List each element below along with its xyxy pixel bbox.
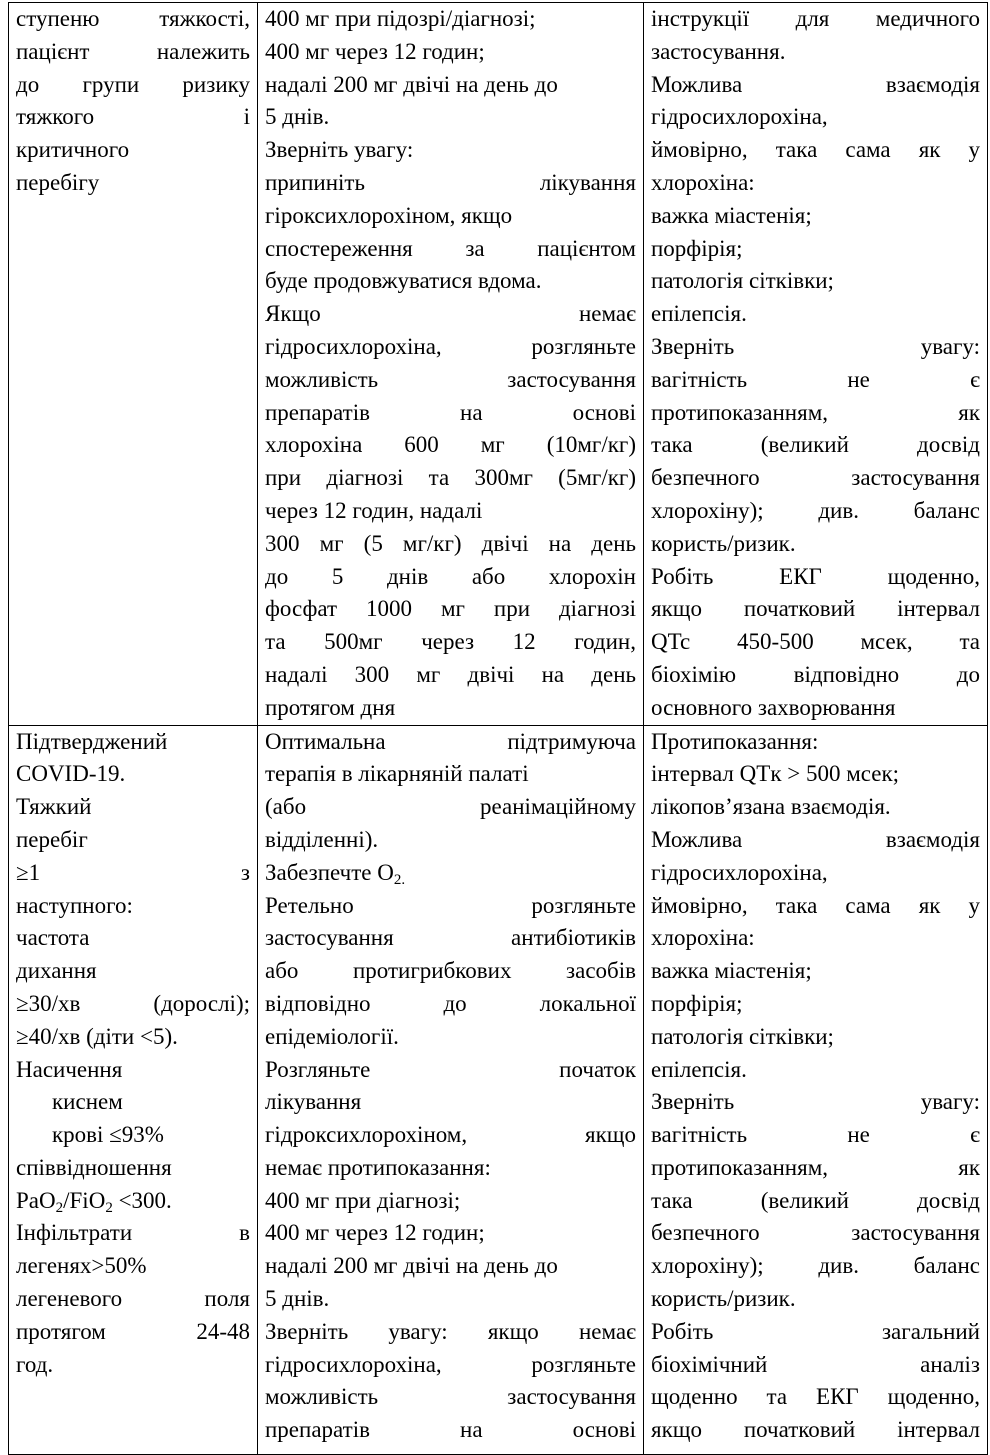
- text-line: немає протипоказання:: [265, 1154, 491, 1180]
- table-row: [9, 3, 988, 726]
- text-line: порфірія;: [651, 235, 743, 261]
- text-line: Оптимальна підтримуюча: [265, 728, 636, 754]
- text-line: користь/ризик.: [651, 1286, 796, 1312]
- text-line: Можлива взаємодія: [651, 71, 980, 97]
- text-line: 400 мг через 12 годин;: [265, 1220, 485, 1246]
- text-line: патологія сітківки;: [651, 1023, 834, 1049]
- text-line: хлорохіну); див. баланс: [651, 1253, 980, 1279]
- text-line: ≥30/хв (дорослі);: [16, 990, 250, 1016]
- ratio-text-a: PaO: [16, 1187, 56, 1213]
- text-line: спостереження за пацієнтом: [265, 235, 636, 261]
- subscript: 2: [55, 1199, 64, 1216]
- oxygen-text: Забезпечте O: [265, 859, 394, 885]
- text-line: до групи ризику: [16, 71, 250, 97]
- text-line: [265, 857, 636, 890]
- text-line: така (великий досвід: [651, 1187, 980, 1213]
- text-line: відповідно до локальної: [265, 990, 636, 1016]
- text-line: легеневого поля: [16, 1286, 250, 1312]
- text-line: надалі 200 мг двічі на день до: [265, 1253, 558, 1279]
- text-line: співвідношення: [16, 1154, 172, 1180]
- text-line: хлорохіну); див. баланс: [651, 497, 980, 523]
- text-line: біохімічний аналіз: [651, 1351, 980, 1377]
- text-line: можливість застосування: [265, 366, 636, 392]
- text-line: ймовірно, така сама як у: [651, 892, 980, 918]
- text-line: 400 мг через 12 годин;: [265, 38, 485, 64]
- text-line: протипоказанням, як: [651, 399, 980, 425]
- text-line: вагітність не є: [651, 366, 980, 392]
- text-line: через 12 годин, надалі: [265, 497, 483, 523]
- text-line: застосування антибіотиків: [265, 925, 636, 951]
- text-line: важка міастенія;: [651, 202, 812, 228]
- text-line: терапія в лікарняній палаті: [265, 761, 529, 787]
- text-line: тяжкого і: [16, 104, 250, 130]
- text-line: 400 мг при діагнозі;: [265, 1187, 461, 1213]
- text-line: або протигрибкових засобів: [265, 958, 636, 984]
- text-line: вагітність не є: [651, 1122, 980, 1148]
- text-line: перебігу: [16, 169, 100, 195]
- text-line: щоденно та ЕКГ щоденно,: [651, 1384, 980, 1410]
- text-line: [16, 1185, 250, 1218]
- text-line: Робіть загальний: [651, 1318, 980, 1344]
- text-line: Насичення: [16, 1056, 123, 1082]
- text-line: якщо початковий інтервал: [651, 596, 980, 622]
- text-line: протягом дня: [265, 694, 396, 720]
- text-line: лікування: [265, 1089, 362, 1115]
- subscript: 2: [105, 1199, 113, 1216]
- text-line: якщо початковий інтервал: [651, 1417, 980, 1443]
- text-line: хлорохіна:: [651, 925, 755, 951]
- text-line: киснем: [52, 1089, 123, 1115]
- text-line: інструкції для медичного: [651, 6, 980, 31]
- text-line: крові ≤93%: [52, 1122, 164, 1148]
- text-line: застосування.: [651, 38, 786, 64]
- text-line: гідросихлорохіна,: [651, 859, 828, 885]
- text-line: ≥1 з: [16, 859, 250, 885]
- text-line: Зверніть увагу:: [651, 1089, 980, 1115]
- text-line: безпечного застосування: [651, 1220, 980, 1246]
- text-line: користь/ризик.: [651, 530, 796, 556]
- text-line: 5 днів.: [265, 1286, 330, 1312]
- text-line: гідросихлорохіна,: [651, 104, 828, 130]
- text-line: безпечного застосування: [651, 465, 980, 491]
- text-line: COVID-19.: [16, 761, 126, 787]
- text-line: наступного:: [16, 892, 133, 918]
- text-line: перебіг: [16, 826, 88, 852]
- text-line: ≥40/хв (діти <5).: [16, 1023, 178, 1049]
- notes-cell: [644, 3, 988, 726]
- text-line: легенях>50%: [16, 1253, 147, 1279]
- text-line: порфірія;: [651, 990, 743, 1016]
- text-line: інтервал QTк > 500 мсек;: [651, 761, 900, 787]
- text-line: дихання: [16, 958, 97, 984]
- text-line: Розгляньте початок: [265, 1056, 636, 1082]
- text-line: гідросихлорохіна, розгляньте: [265, 333, 636, 359]
- text-line: ймовірно, така сама як у: [651, 137, 980, 163]
- notes-cell: [644, 725, 988, 1454]
- text-line: пацієнт належить: [16, 38, 250, 64]
- text-line: QTc 450-500 мсек, та: [651, 629, 980, 655]
- text-line: 5 днів.: [265, 104, 330, 130]
- text-line: Можлива взаємодія: [651, 826, 980, 852]
- text-line: 300 мг (5 мг/кг) двічі на день: [265, 530, 636, 556]
- text-line: відділенні).: [265, 826, 379, 852]
- text-line: гідросихлорохіна, розгляньте: [265, 1351, 636, 1377]
- text-line: (або реанімаційному: [265, 794, 636, 820]
- text-line: надалі 300 мг двічі на день: [265, 661, 636, 687]
- text-line: припиніть лікування: [265, 169, 636, 195]
- text-line: Протипоказання:: [651, 728, 819, 754]
- text-line: при діагнозі та 300мг (5мг/кг): [265, 465, 636, 491]
- condition-cell: [9, 725, 258, 1454]
- text-line: епілепсія.: [651, 301, 747, 327]
- text-line: препаратів на основі: [265, 399, 636, 425]
- text-line: надалі 200 мг двічі на день до: [265, 71, 558, 97]
- text-line: Ретельно розгляньте: [265, 892, 636, 918]
- ratio-text-c: <300.: [112, 1187, 172, 1213]
- text-line: Зверніть увагу:: [265, 137, 414, 163]
- text-line: гідроксихлорохіном, якщо: [265, 1122, 636, 1148]
- ratio-text-b: /FiO: [63, 1187, 106, 1213]
- text-line: лікопов’язана взаємодія.: [651, 794, 891, 820]
- text-line: протипоказанням, як: [651, 1154, 980, 1180]
- text-line: критичного: [16, 137, 130, 163]
- condition-cell: [9, 3, 258, 726]
- treatment-cell: [258, 725, 644, 1454]
- text-line: Тяжкий: [16, 794, 92, 820]
- text-line: до 5 днів або хлорохін: [265, 563, 636, 589]
- text-line: Робіть ЕКГ щоденно,: [651, 563, 980, 589]
- text-line: хлорохіна:: [651, 169, 755, 195]
- text-line: біохімію відповідно до: [651, 661, 980, 687]
- text-line: така (великий досвід: [651, 432, 980, 458]
- text-line: патологія сітківки;: [651, 268, 834, 294]
- text-line: препаратів на основі: [265, 1417, 636, 1443]
- treatment-cell: [258, 3, 644, 726]
- table-row: [9, 725, 988, 1454]
- text-line: Зверніть увагу:: [651, 333, 980, 359]
- text-line: хлорохіна 600 мг (10мг/кг): [265, 432, 636, 458]
- text-line: важка міастенія;: [651, 958, 812, 984]
- text-line: протягом 24-48: [16, 1318, 250, 1344]
- text-line: частота: [16, 925, 90, 951]
- text-line: год.: [16, 1351, 54, 1377]
- text-line: ступеню тяжкості,: [16, 6, 250, 31]
- text-line: основного захворювання: [651, 694, 896, 720]
- subscript: 2.: [393, 871, 406, 888]
- text-line: Зверніть увагу: якщо немає: [265, 1318, 636, 1344]
- text-line: гіроксихлорохіном, якщо: [265, 202, 513, 228]
- text-line: Підтверджений: [16, 728, 168, 754]
- text-line: епідеміології.: [265, 1023, 399, 1049]
- clinical-guidance-table: [8, 2, 988, 1455]
- text-line: та 500мг через 12 годин,: [265, 629, 636, 655]
- text-line: можливість застосування: [265, 1384, 636, 1410]
- text-line: буде продовжуватися вдома.: [265, 268, 542, 294]
- text-line: Якщо немає: [265, 301, 636, 327]
- text-line: Інфільтрати в: [16, 1220, 250, 1246]
- text-line: епілепсія.: [651, 1056, 747, 1082]
- text-line: 400 мг при підозрі/діагнозі;: [265, 6, 536, 31]
- text-line: фосфат 1000 мг при діагнозі: [265, 596, 636, 622]
